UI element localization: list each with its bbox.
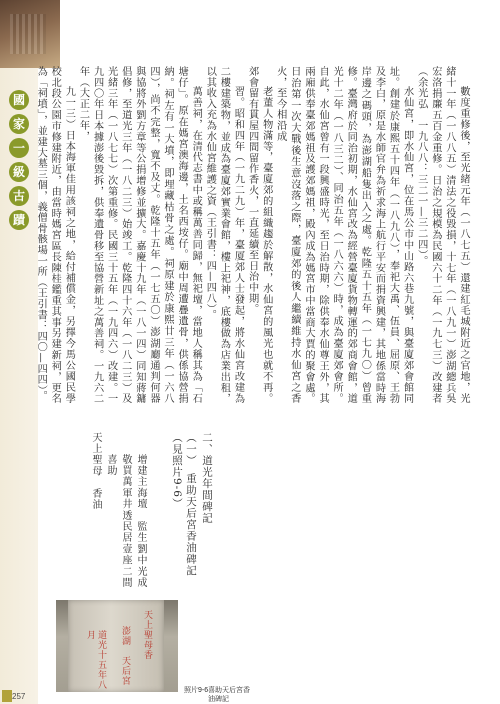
section-heading-sub: （一） 重助天后宮香油碑記（見照片9-6） <box>171 432 197 577</box>
section-heading <box>170 432 214 592</box>
inscription-transcript <box>88 432 148 592</box>
body-paragraph: 數度重修後，至光緒元年（一八七五）還建紅毛城附近之官地，光緒十一年（一八八五）清法之役毀損，十七年（一八九一）澎湖總兵吳宏洛捐廉五百金重修。日治之規模為民國六十二年（一九七三）改建者（余光弘 一九八八：三二一—三二四）。 <box>415 66 469 404</box>
series-title-char: 家 <box>9 114 29 134</box>
series-title-char: 一 <box>9 138 29 158</box>
body-paragraph: 水仙宮，即水仙宮，位在馬公市中山路六巷九號，與臺廈郊會館同址。創建於康熙五十四年（一八九八），奉祀大禹、伍員、屈原、王勃及李白，原是水師官弁為祈求海上航行平安而捐資興建，其地係當時海岸邊之碼頭，為澎湖船隻出入之處。乾隆五十五年（一七九〇）曾重修。臺灣府於同治初期，水仙宮改為經營臺廈貨物轉運的郊商會館，道光十二年（一八三二）、同治五年（一八六六）時，成為臺廈郊會所。自此，水仙宮曾有一段興盛時光，至日治時期，除供奉水仙尊王外，其兩廂供奉臺郊媽祖及護郊媽祖，殿內成為媽宮市中當商大賈的聚會處。日治第一次大戰後生意沒落之際，臺廈郊的後人繼續維持水仙宮之香火，至今相沿成 <box>274 66 413 404</box>
stele-inscription: 道光十五年八月 <box>85 630 106 690</box>
stele-photo <box>56 600 178 692</box>
caption-text: 喜助天后宮香油碑記 <box>208 687 250 703</box>
series-title-char: 級 <box>9 162 29 182</box>
main-body-text <box>35 66 470 404</box>
series-title-char: 蹟 <box>9 210 29 230</box>
stele-stone <box>68 600 164 692</box>
series-title-char: 古 <box>9 186 29 206</box>
inscription-line: 天上聖母 香油 <box>90 432 101 511</box>
stele-inscription: 澎湖 天后宮 <box>120 626 130 686</box>
body-paragraph: 萬善祠，在清代志書中或稱萬善同歸，無祀壇，當地人稱其為「石塘仔」。原在媽宮澳海邊，土名西垵仔。廟中周遭疊遺骨，供係協營捐納。祠左有一大墳，即埋藏枯骨之處。祠原建於康熙廿三年（一六八四），尚不完整，寬不及丈。乾隆十五年（一七五〇）澎湖廳通判何器與協將外劉方章等公捐增修並擴大。嘉慶十九年（一八一四）同知蔣鏞倡修，至道光三年（一八二三）始竣工。乾隆四十六年（一八二三）及光緒三年（一八七七）次第重修。民國三十五年（一九四六）改建。一九四〇年日本據澎後毀拆，供奉遺骨移至協營新址之萬善祠。一九六二年（大正二年， <box>77 66 202 404</box>
caption-number: 照片9-6 <box>184 687 209 694</box>
page-number: 257 <box>12 692 26 701</box>
body-paragraph: 老董人物滿等，臺廈郊的組織趨於解散，水仙宮的風光也就不再。郊會留有貫屋四間留作香火，一直延續至日治中期。 <box>246 66 272 404</box>
body-paragraph: 九一三）日本海軍佳用該祠之地，給付補償金，另擇今馬公國民學校北段公園市修建附近，由當時媽宮區長陳桂鑑重其事另建新祠，更名為「祠墳」，並建大墓三個，義僧骨骸場一所（王引書：四〇—四四）。 <box>35 66 75 404</box>
body-paragraph: 習。昭和四年（一九二九）年，臺厦郊人士發起，將水仙宮改建為二樓建築物，並成為臺廈郊實業會館，樓上祀神，底樓做為店業出租，以其收入充為水仙宮維護之資（王引書：四—四八）。 <box>204 66 244 404</box>
section-heading-main: 二、道光年間碑記 <box>201 432 213 524</box>
series-title-char: 國 <box>9 90 29 110</box>
inscription-line: 敬買萬軍井透民居壹座二間喜助 <box>105 454 131 589</box>
stele-inscription: 天上聖母香 <box>142 610 152 660</box>
inscription-line: 增建主海壇 監生劉中光成 <box>135 454 146 589</box>
header-photo <box>0 0 60 68</box>
series-title <box>8 88 30 232</box>
